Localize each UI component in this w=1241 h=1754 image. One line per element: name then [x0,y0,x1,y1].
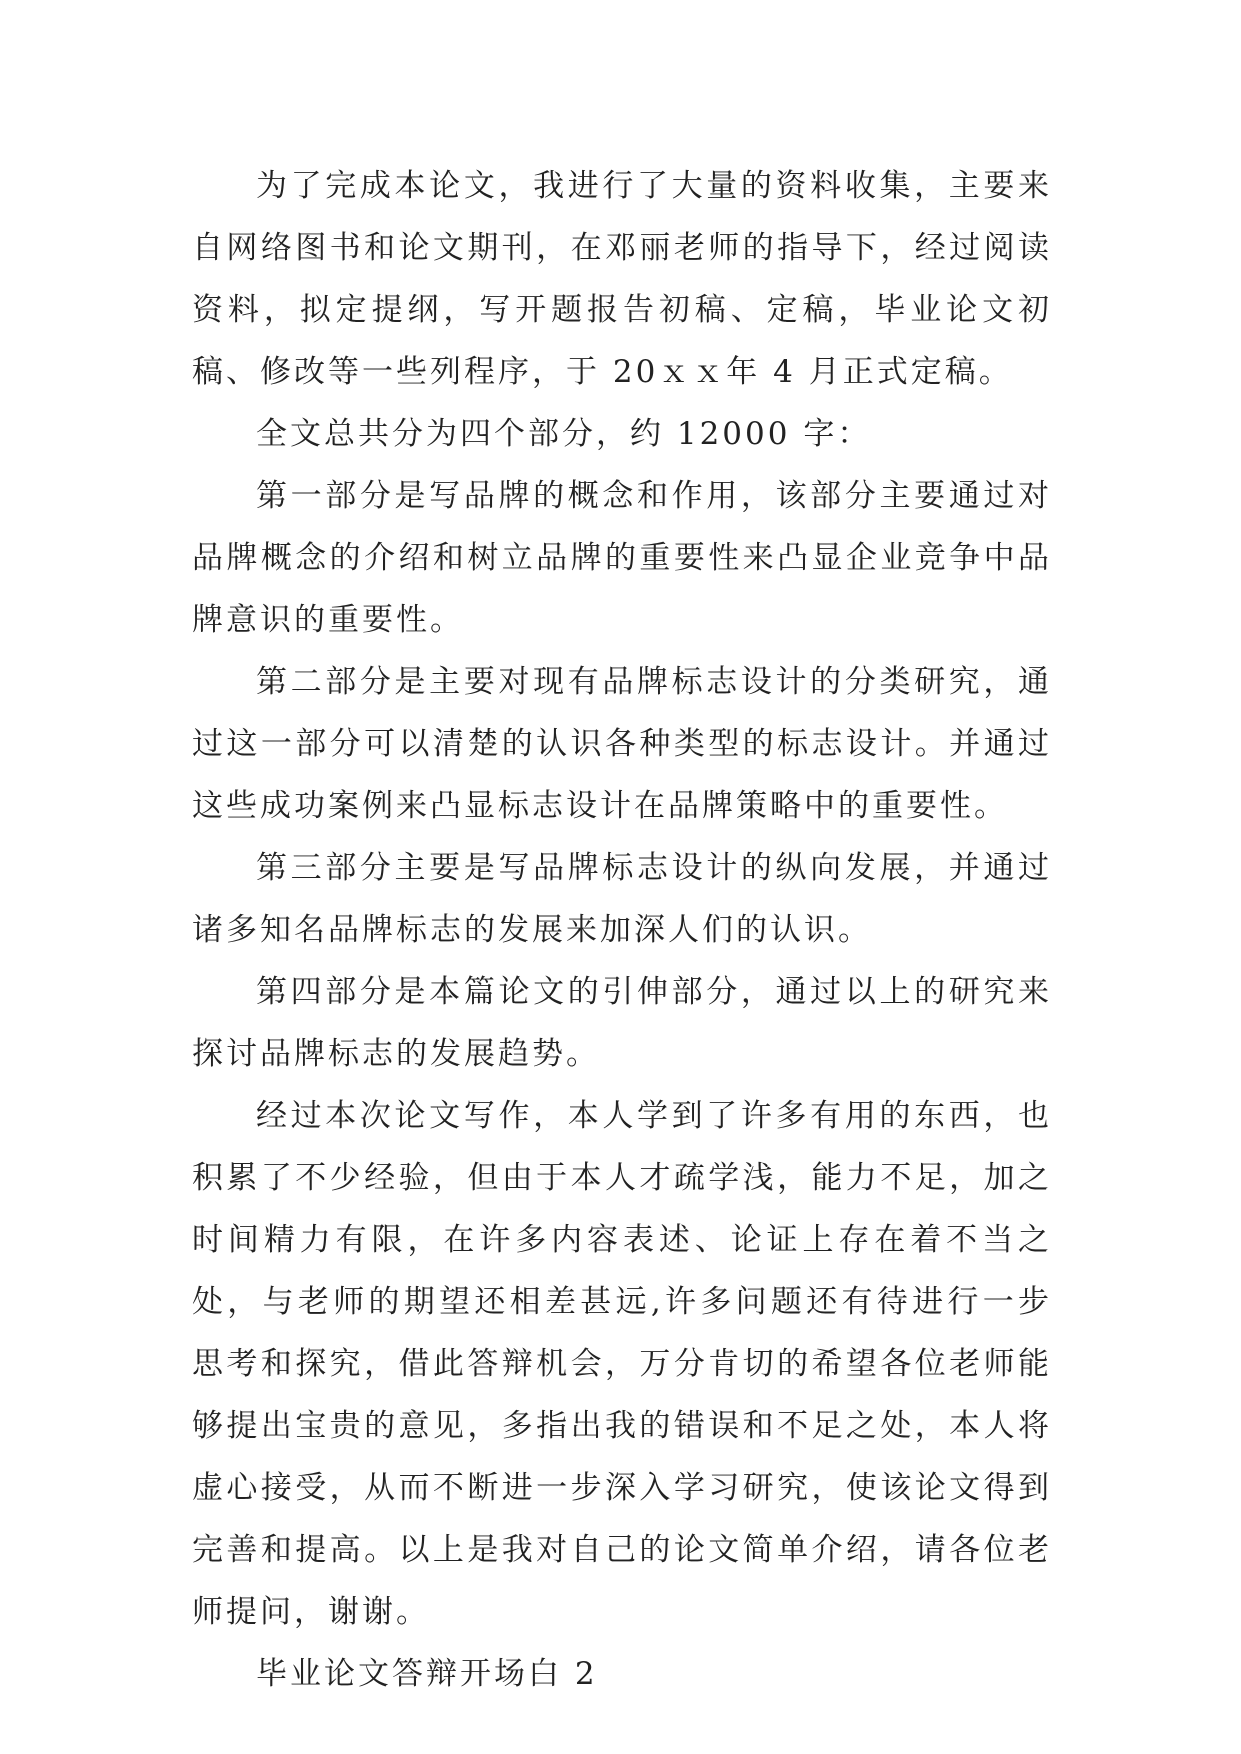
paragraph: 第三部分主要是写品牌标志设计的纵向发展，并通过诸多知名品牌标志的发展来加深人们的认识。 [192,850,1052,948]
paragraph: 为了完成本论文，我进行了大量的资料收集，主要来自网络图书和论文期刊，在邓丽老师的指导下，经过阅读资料，拟定提纲，写开题报告初稿、定稿，毕业论文初稿、修改等一些列程序，于 20ｘｘ年 4 月正式定稿。 [192,168,1052,390]
paragraph: 第一部分是写品牌的概念和作用，该部分主要通过对品牌概念的介绍和树立品牌的重要性来凸显企业竞争中品牌意识的重要性。 [192,478,1052,638]
document-body [192,155,1052,1705]
paragraph: 经过本次论文写作，本人学到了许多有用的东西，也积累了不少经验，但由于本人才疏学浅，能力不足，加之时间精力有限，在许多内容表述、论证上存在着不当之处，与老师的期望还相差甚远,许多问题还有待进行一步思考和探究，借此答辩机会，万分肯切的希望各位老师能够提出宝贵的意见，多指出我的错误和不足之处，本人将虚心接受，从而不断进一步深入学习研究，使该论文得到完善和提高。以上是我对自己的论文简单介绍，请各位老师提问，谢谢。 [192,1098,1052,1630]
paragraph: 第二部分是主要对现有品牌标志设计的分类研究，通过这一部分可以清楚的认识各种类型的标志设计。并通过这些成功案例来凸显标志设计在品牌策略中的重要性。 [192,664,1052,824]
paragraph: 第四部分是本篇论文的引伸部分，通过以上的研究来探讨品牌标志的发展趋势。 [192,974,1052,1072]
section-heading: 毕业论文答辩开场白 2 [256,1656,598,1692]
paragraph: 全文总共分为四个部分，约 12000 字： [256,416,872,452]
